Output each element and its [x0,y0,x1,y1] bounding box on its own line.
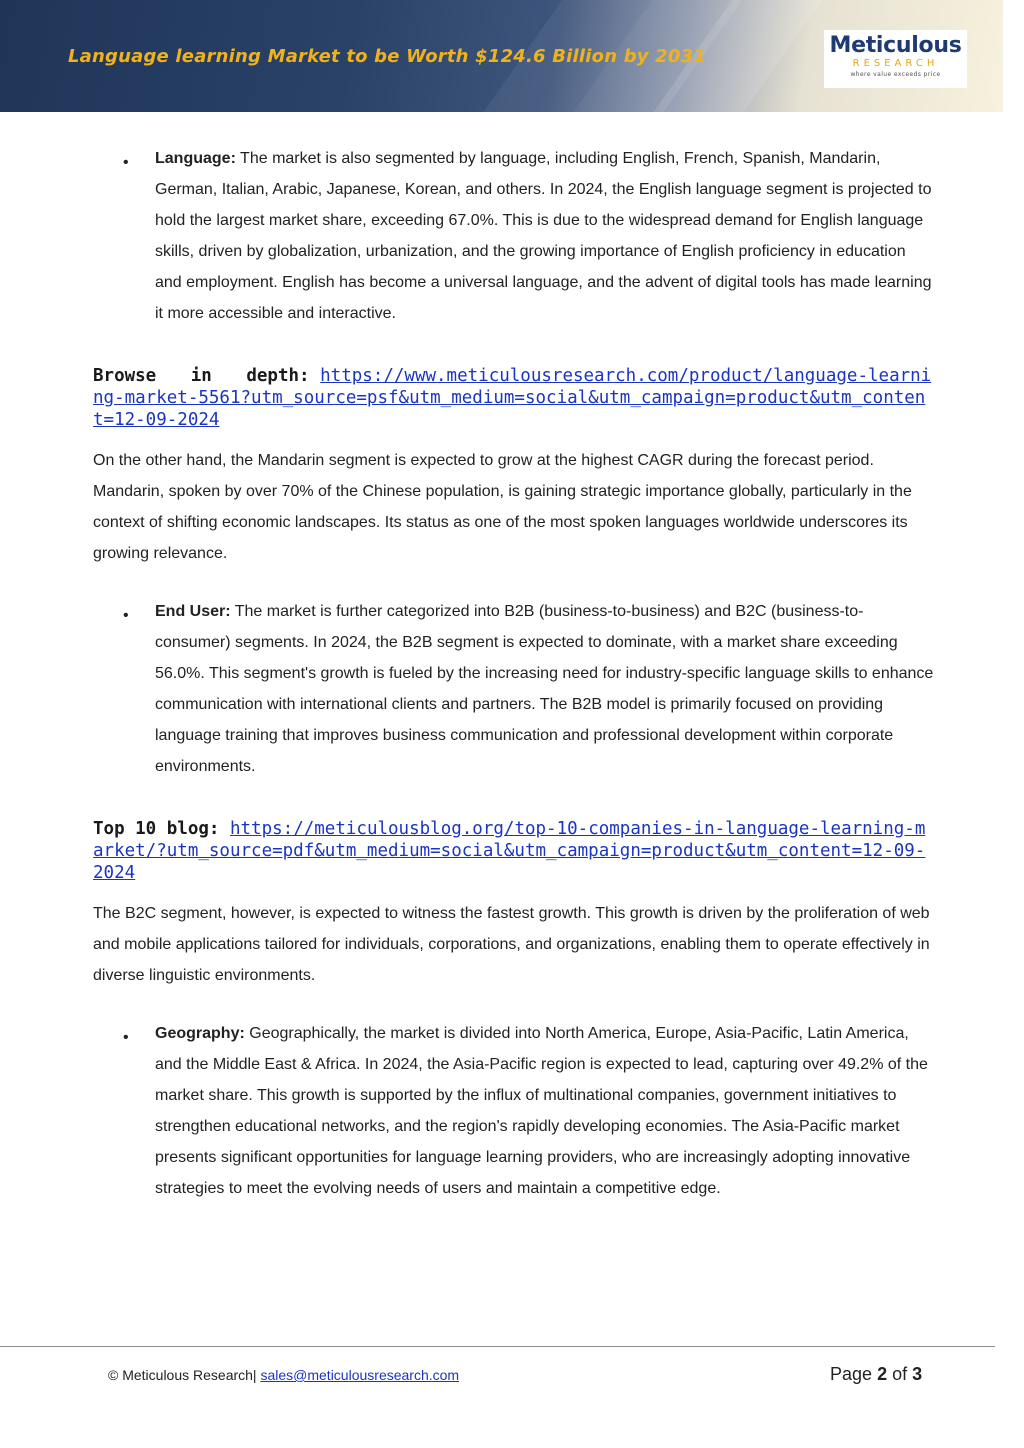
geography-label: Geography: [155,1025,245,1042]
logo-main-text: Meticulous [829,33,962,58]
document-title: Language learning Market to be Worth $124.6 Billion by 2031 [68,46,707,67]
top-blog-link[interactable]: https://meticulousblog.org/top-10-companies-in-language-learning-market/?utm_source=pdf&utm_medium=social&utm_campaign=product&utm_content=12-09-2024 [93,819,926,883]
top-blog [93,818,935,884]
top-blog-label: Top 10 blog: [93,819,220,839]
header-banner [0,0,1003,112]
browse-label: Browse in depth: [93,366,310,386]
page-current: 2 [877,1364,888,1384]
geography-paragraph [155,1018,935,1204]
footer-copyright [108,1367,459,1383]
mandarin-paragraph: On the other hand, the Mandarin segment is expected to grow at the highest CAGR during the forecast period. Mandarin, spoken by over 70% of the Chinese population, is gaining strategic importance globally, particularly in the context of shifting economic landscapes. Its status as one of the most spoken languages worldwide underscores its growing relevance. [93,452,912,562]
bullet-end-user [93,596,935,782]
copyright-text: © Meticulous Research| [108,1367,257,1383]
browse-in-depth [93,365,935,431]
bullet-language [93,143,935,329]
end-user-label: End User: [155,603,231,620]
logo-sub-text: RESEARCH [852,58,939,69]
language-label: Language: [155,150,236,167]
b2c-paragraph: The B2C segment, however, is expected to witness the fastest growth. This growth is driven by the proliferation of web and mobile applications tailored for individuals, corporations, and organizations, enabling them to operate effectively in diverse linguistic environments. [93,905,930,984]
footer-email-link[interactable]: sales@meticulousresearch.com [260,1367,460,1383]
page-total: 3 [912,1364,923,1384]
company-logo [824,30,967,88]
footer-divider [0,1346,995,1347]
browse-link[interactable]: https://www.meticulousresearch.com/product/language-learning-market-5561?utm_source=psf&utm_medium=social&utm_campaign=product&utm_content=12-09-2024 [93,366,932,430]
bullet-geography [93,1018,935,1204]
end-user-paragraph [155,596,935,782]
language-paragraph [155,143,935,329]
end-user-text: The market is further categorized into B2B (business-to-business) and B2C (business-to-consumer) segments. In 2024, the B2B segment is expected to dominate, with a market share exceeding 56.0%. This segment's growth is fueled by the increasing need for industry-specific language skills to enhance communication with international clients and partners. The B2B model is primarily focused on providing language training that improves business communication and professional development within corporate environments. [155,603,934,775]
main-content [93,143,935,1204]
page-number [830,1364,922,1385]
page-of: of [892,1364,908,1384]
logo-tagline: where value exceeds price [850,71,941,78]
bullet-dot-icon: • [123,1029,129,1046]
language-text: The market is also segmented by language, including English, French, Spanish, Mandarin, German, Italian, Arabic, Japanese, Korean, and others. In 2024, the English language segment is projected to hold the largest market share, exceeding 67.0%. This is due to the widespread demand for English language skills, driven by globalization, urbanization, and the growing importance of English proficiency in education and employment. English has become a universal language, and the advent of digital tools has made learning it more accessible and interactive. [155,150,932,322]
bullet-dot-icon: • [123,607,129,624]
geography-text: Geographically, the market is divided into North America, Europe, Asia-Pacific, Latin America, and the Middle East & Africa. In 2024, the Asia-Pacific region is expected to lead, capturing over 49.2% of the market share. This growth is supported by the influx of multinational companies, government initiatives to strengthen educational networks, and the region's rapidly developing economies. The Asia-Pacific market presents significant opportunities for language learning providers, who are increasingly adopting innovative strategies to meet the evolving needs of users and maintain a competitive edge. [155,1025,928,1197]
bullet-dot-icon: • [123,154,129,171]
page-prefix: Page [830,1364,873,1384]
